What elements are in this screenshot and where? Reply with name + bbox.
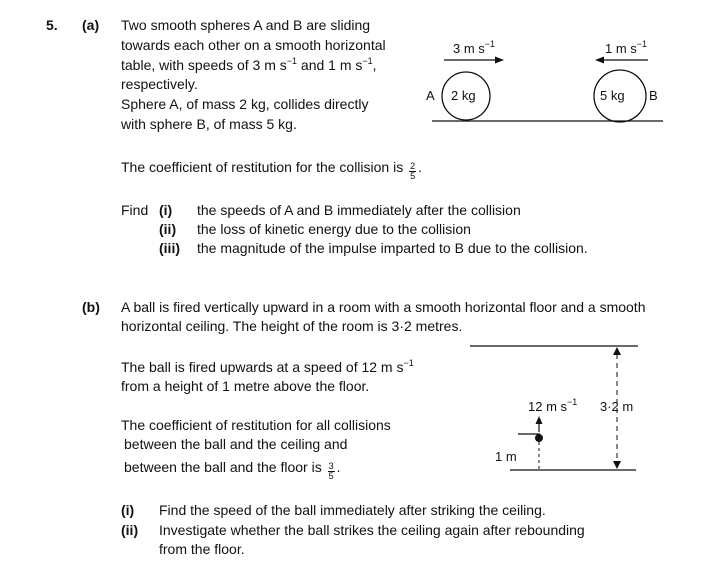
- speed-a-label: 3 m $s^{-1}$: [453, 39, 496, 56]
- part-a-intro-line-5: Sphere A, of mass 2 kg, collides directly: [121, 96, 369, 112]
- part-b-fired-line-2: from a height of 1 metre above the floor.: [121, 378, 370, 394]
- collision-diagram: [420, 30, 670, 130]
- part-a-coefficient: The coefficient of restitution for the collision is $\frac{2}{5}$ .: [121, 159, 423, 181]
- part-b-item-i-label: (i): [121, 502, 135, 518]
- part-a-intro-line-2: towards each other on a smooth horizontal: [121, 37, 386, 53]
- part-b-item-ii-text: Investigate whether the ball strikes the ceiling again after rebounding: [159, 522, 585, 538]
- height-arrow-bottom: [613, 461, 621, 469]
- launch-velocity-arrow-head: [536, 416, 543, 424]
- height-arrow-top: [613, 347, 621, 355]
- speed-b-label: 1 m $s^{-1}$: [605, 39, 648, 56]
- part-b-item-ii-continuation: from the floor.: [159, 541, 245, 557]
- part-a-item-ii-text: the loss of kinetic energy due to the collision: [197, 221, 471, 237]
- part-a-item-iii-label: (iii): [159, 240, 180, 256]
- part-b-intro-line-1: A ball is fired vertically upward in a room with a smooth horizontal floor and a smooth: [121, 299, 646, 315]
- part-b-coef-line-3: between the ball and the floor is $\frac{3}{5}$ .: [124, 459, 341, 481]
- part-b-item-ii-label: (ii): [121, 522, 139, 538]
- part-b-fired-line-1: The ball is fired upwards at a speed of 12 m $s^{-1}$: [121, 358, 414, 375]
- room-height-label: 3·2 m: [600, 399, 634, 414]
- part-a-intro-line-4: respectively.: [121, 76, 198, 92]
- part-a-intro-line-3: table, with speeds of 3 m $s^{-1}$ and 1 m $s^{-1}$,: [121, 56, 377, 73]
- part-a-intro-line-6: with sphere B, of mass 5 kg.: [121, 116, 297, 132]
- fraction-three-fifths: $\frac{3}{5}$: [328, 461, 334, 481]
- launch-height-label: 1 m: [495, 449, 517, 464]
- launch-speed-label: 12 m $s^{-1}$: [528, 397, 578, 414]
- part-b-coef-line-2: between the ball and the ceiling and: [124, 436, 348, 452]
- part-b-coef-line-1: The coefficient of restitution for all collisions: [121, 417, 391, 433]
- velocity-arrow-a-head: [495, 57, 504, 64]
- part-a-intro-line-1: Two smooth spheres A and B are sliding: [121, 17, 371, 33]
- sphere-a-mass: 2 kg: [451, 88, 476, 103]
- question-number: 5.: [46, 17, 58, 33]
- part-a-item-iii-text: the magnitude of the impulse imparted to B due to the collision.: [197, 240, 588, 256]
- part-b-label: (b): [82, 299, 100, 315]
- velocity-arrow-b-head: [595, 57, 604, 64]
- ball: [535, 434, 543, 442]
- sphere-a-label: A: [426, 88, 435, 103]
- part-b-intro-line-2: horizontal ceiling. The height of the room is 3·2 metres.: [121, 318, 463, 334]
- part-a-item-ii-label: (ii): [159, 221, 177, 237]
- sphere-b-label: B: [649, 88, 658, 103]
- fraction-two-fifths: $\frac{2}{5}$: [410, 161, 416, 181]
- room-diagram: [470, 338, 670, 478]
- find-label: Find: [121, 202, 149, 218]
- part-a-item-i-label: (i): [159, 202, 173, 218]
- part-b-item-i-text: Find the speed of the ball immediately after striking the ceiling.: [159, 502, 546, 518]
- part-a-label: (a): [82, 17, 100, 33]
- sphere-b-mass: 5 kg: [600, 88, 625, 103]
- part-a-item-i-text: the speeds of A and B immediately after the collision: [197, 202, 521, 218]
